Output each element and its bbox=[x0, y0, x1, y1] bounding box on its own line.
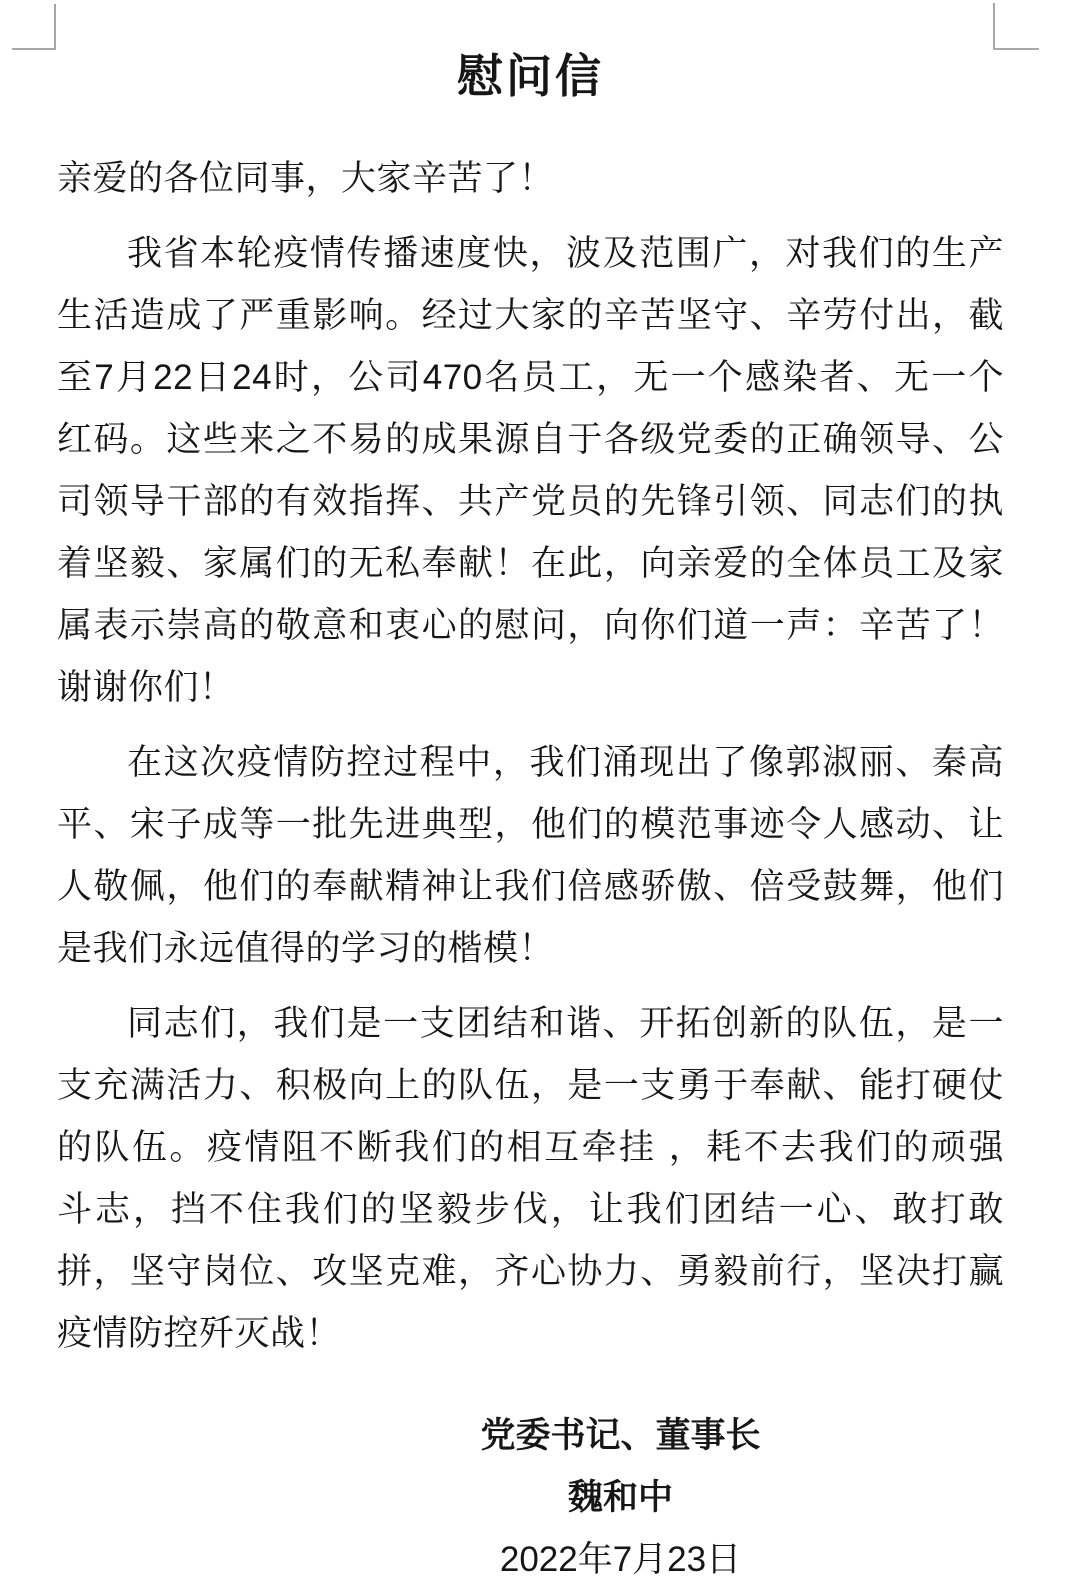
paragraph-1-line-3: 至7月22日24时，公司470名员工，无一个感染者、无一个 bbox=[57, 358, 1004, 397]
paragraph-1-line-8: 谢谢你们！ bbox=[57, 668, 235, 707]
paragraph-1-line-7: 属表示崇高的敬意和衷心的慰问，向你们道一声：辛苦了！ bbox=[57, 606, 1004, 645]
paragraph-3-line-2: 支充满活力、积极向上的队伍，是一支勇于奉献、能打硬仗 bbox=[57, 1066, 1004, 1105]
paragraph-3-line-3: 的队伍。疫情阻不断我们的相互牵挂 ，耗不去我们的顽强 bbox=[57, 1128, 1004, 1167]
letter-body bbox=[57, 148, 1004, 1365]
paragraph-3-line-4: 斗志，挡不住我们的坚毅步伐，让我们团结一心、敢打敢 bbox=[57, 1190, 1004, 1229]
paragraph-rally-call bbox=[57, 993, 1004, 1365]
paragraph-3-line-1: 同志们，我们是一支团结和谐、开拓创新的队伍，是一 bbox=[127, 1004, 1004, 1043]
paragraph-1-line-2: 生活造成了严重影响。经过大家的辛苦坚守、辛劳付出，截 bbox=[57, 296, 1004, 335]
salutation-paragraph bbox=[57, 148, 1004, 210]
signer-title: 党委书记、董事长 bbox=[480, 1416, 761, 1455]
letter-title: 慰问信 bbox=[457, 50, 604, 102]
page-margin-corner-mark-top-right bbox=[993, 3, 1039, 50]
paragraph-1-line-5: 司领导干部的有效指挥、共产党员的先锋引领、同志们的执 bbox=[57, 482, 1004, 521]
salutation-line: 亲爱的各位同事，大家辛苦了！ bbox=[57, 159, 555, 198]
paragraph-1-line-4: 红码。这些来之不易的成果源自于各级党委的正确领导、公 bbox=[57, 420, 1004, 459]
page-margin-corner-mark-top-left bbox=[12, 4, 56, 50]
paragraph-epidemic-results bbox=[57, 223, 1004, 719]
letter-date: 2022年7月23日 bbox=[499, 1540, 742, 1579]
paragraph-2-line-2: 平、宋子成等一批先进典型，他们的模范事迹令人感动、让 bbox=[57, 805, 1004, 844]
signature-block bbox=[237, 1405, 1004, 1591]
paragraph-3-line-6: 疫情防控歼灭战！ bbox=[57, 1314, 342, 1353]
signer-name: 魏和中 bbox=[567, 1478, 673, 1517]
paragraph-1-line-1: 我省本轮疫情传播速度快，波及范围广，对我们的生产 bbox=[127, 234, 1004, 273]
paragraph-role-models bbox=[57, 732, 1004, 980]
paragraph-1-line-6: 着坚毅、家属们的无私奉献！在此，向亲爱的全体员工及家 bbox=[57, 544, 1004, 583]
paragraph-2-line-3: 人敬佩，他们的奉献精神让我们倍感骄傲、倍受鼓舞，他们 bbox=[57, 867, 1004, 906]
paragraph-2-line-1: 在这次疫情防控过程中，我们涌现出了像郭淑丽、秦高 bbox=[127, 743, 1004, 782]
paragraph-2-line-4: 是我们永远值得的学习的楷模！ bbox=[57, 929, 555, 968]
paragraph-3-line-5: 拼，坚守岗位、攻坚克难，齐心协力、勇毅前行，坚决打赢 bbox=[57, 1252, 1004, 1291]
